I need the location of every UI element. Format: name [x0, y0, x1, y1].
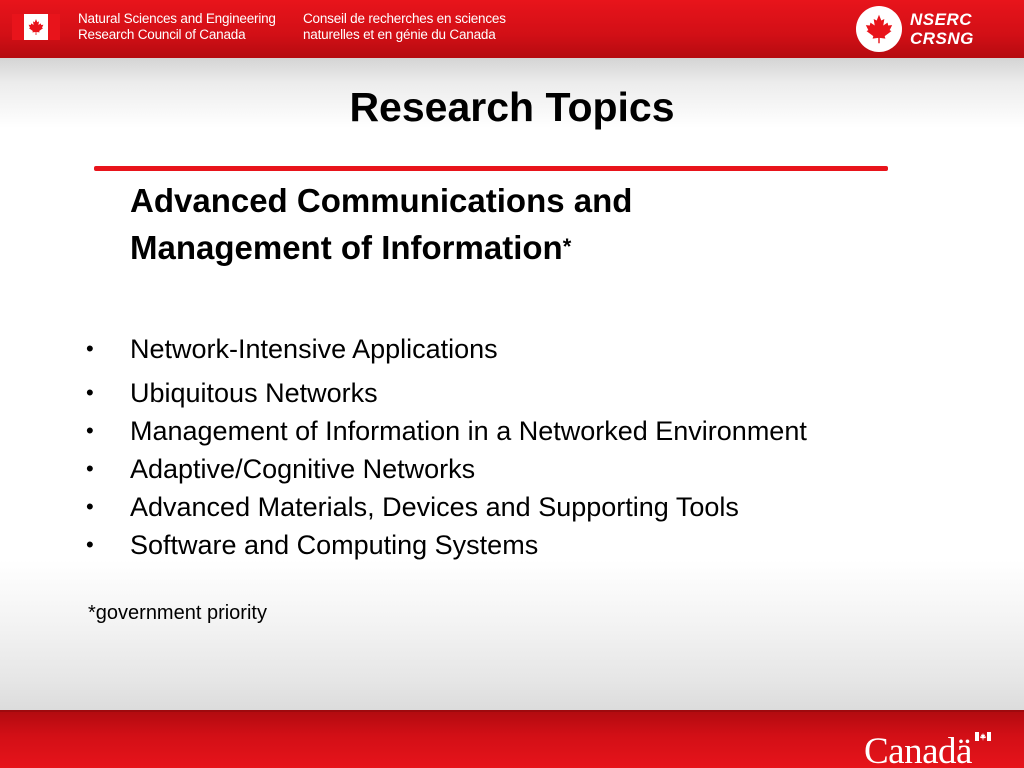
list-item-text: Advanced Materials, Devices and Supporting Tools — [130, 492, 739, 522]
maple-leaf-icon — [856, 6, 902, 52]
list-item — [84, 488, 807, 526]
canada-flag-icon — [12, 14, 60, 40]
logo-text-nserc: NSERC — [910, 10, 973, 29]
agency-fr-line-1: Conseil de recherches en sciences — [303, 11, 506, 26]
bullet-glyph: • — [86, 336, 94, 361]
list-item — [84, 450, 807, 488]
bullet-glyph: • — [86, 532, 94, 557]
agency-name-english — [78, 11, 276, 43]
title-divider — [94, 166, 888, 171]
agency-fr-line-2: naturelles et en génie du Canada — [303, 27, 496, 42]
subtitle-line-1: Advanced Communications and — [130, 182, 633, 219]
logo-text-crsng: CRSNG — [910, 29, 974, 48]
list-item — [84, 330, 807, 368]
footer-bar — [0, 710, 1024, 768]
canada-wordmark: Canadä — [864, 731, 972, 768]
slide-title: Research Topics — [349, 84, 675, 130]
list-item — [84, 526, 807, 564]
header-bar — [0, 0, 1024, 58]
footnote: *government priority — [88, 602, 267, 624]
list-item — [84, 412, 807, 450]
bullet-glyph: • — [86, 418, 94, 443]
list-item-text: Network-Intensive Applications — [130, 334, 498, 364]
agency-en-line-2: Research Council of Canada — [78, 27, 246, 42]
list-item-text: Adaptive/Cognitive Networks — [130, 454, 476, 484]
topic-list — [84, 330, 807, 564]
subtitle-marker: * — [562, 234, 572, 259]
bullet-glyph: • — [86, 380, 94, 405]
list-item-text: Ubiquitous Networks — [130, 378, 378, 408]
agency-en-line-1: Natural Sciences and Engineering — [78, 11, 276, 26]
subtitle-line-2 — [130, 224, 632, 271]
agency-name-french — [303, 11, 506, 43]
slide-subtitle — [130, 178, 632, 271]
nserc-logo-text — [910, 10, 974, 48]
bullet-glyph: • — [86, 456, 94, 481]
subtitle-line-2-text: Management of Information — [130, 229, 563, 266]
list-item — [84, 374, 807, 412]
list-item-text: Software and Computing Systems — [130, 530, 539, 560]
list-item-text: Management of Information in a Networked Environment — [130, 416, 807, 446]
bullet-glyph: • — [86, 494, 94, 519]
wordmark-flag-icon — [975, 732, 991, 741]
